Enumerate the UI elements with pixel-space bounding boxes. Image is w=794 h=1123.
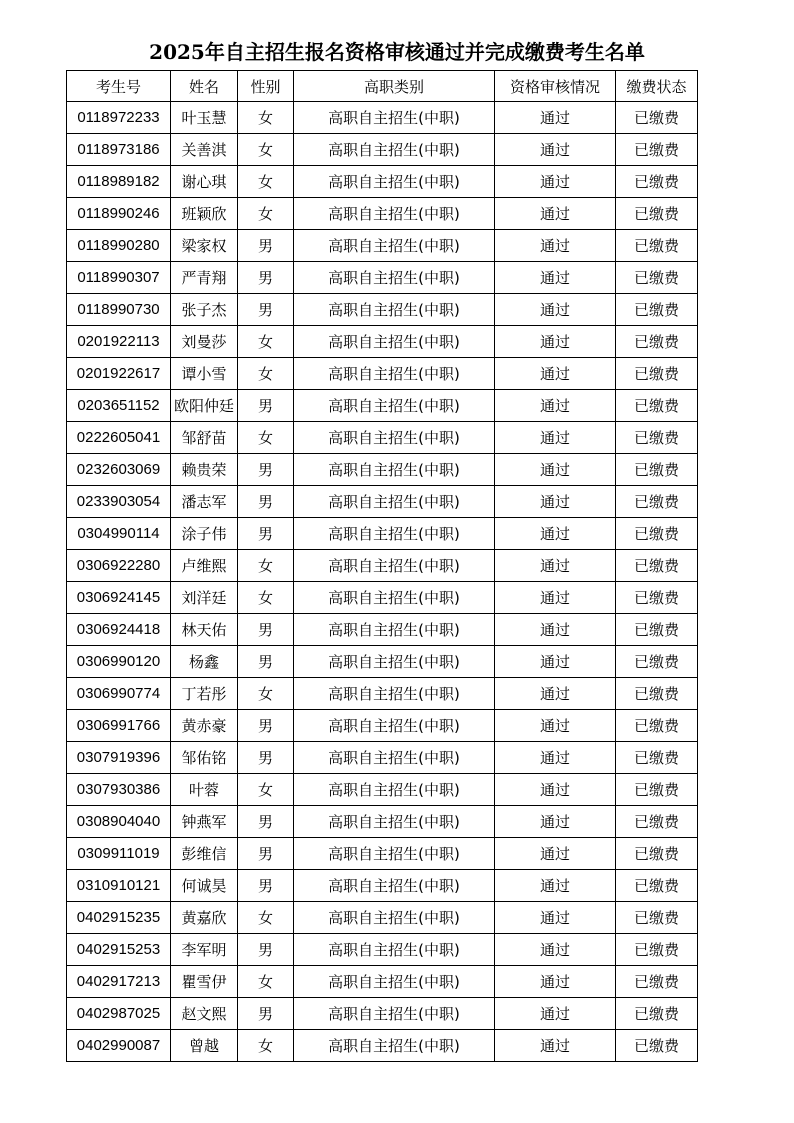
table-row [67,358,698,390]
cell-exam-id: 0203651152 [67,390,171,422]
cell-review-status: 通过 [495,550,616,582]
table-row [67,518,698,550]
cell-gender: 男 [238,390,294,422]
table-row [67,262,698,294]
table-row [67,294,698,326]
cell-exam-id: 0306924418 [67,614,171,646]
table-row [67,230,698,262]
cell-payment-status: 已缴费 [616,870,698,902]
cell-exam-id: 0232603069 [67,454,171,486]
table-body [67,102,698,1062]
table-row [67,614,698,646]
cell-review-status: 通过 [495,422,616,454]
cell-review-status: 通过 [495,390,616,422]
cell-name: 刘曼莎 [171,326,238,358]
cell-category: 高职自主招生(中职) [294,358,495,390]
cell-review-status: 通过 [495,198,616,230]
cell-payment-status: 已缴费 [616,966,698,998]
cell-review-status: 通过 [495,134,616,166]
cell-gender: 女 [238,326,294,358]
table-row [67,102,698,134]
cell-name: 张子杰 [171,294,238,326]
cell-name: 叶蓉 [171,774,238,806]
cell-name: 杨鑫 [171,646,238,678]
cell-exam-id: 0201922113 [67,326,171,358]
cell-gender: 女 [238,198,294,230]
cell-payment-status: 已缴费 [616,742,698,774]
cell-review-status: 通过 [495,966,616,998]
header-exam-id: 考生号 [67,71,171,102]
cell-review-status: 通过 [495,518,616,550]
table-row [67,486,698,518]
cell-gender: 女 [238,966,294,998]
cell-gender: 女 [238,358,294,390]
cell-payment-status: 已缴费 [616,454,698,486]
cell-name: 丁若彤 [171,678,238,710]
table-row [67,998,698,1030]
cell-category: 高职自主招生(中职) [294,326,495,358]
table-row [67,550,698,582]
cell-review-status: 通过 [495,934,616,966]
cell-gender: 男 [238,518,294,550]
cell-payment-status: 已缴费 [616,550,698,582]
table-row [67,902,698,934]
table-row [67,870,698,902]
cell-name: 涂子伟 [171,518,238,550]
cell-category: 高职自主招生(中职) [294,710,495,742]
cell-category: 高职自主招生(中职) [294,774,495,806]
cell-category: 高职自主招生(中职) [294,262,495,294]
cell-name: 梁家权 [171,230,238,262]
cell-category: 高职自主招生(中职) [294,390,495,422]
cell-review-status: 通过 [495,582,616,614]
table-row [67,134,698,166]
cell-gender: 男 [238,294,294,326]
cell-category: 高职自主招生(中职) [294,934,495,966]
cell-name: 邹舒苗 [171,422,238,454]
cell-category: 高职自主招生(中职) [294,454,495,486]
table-row [67,454,698,486]
cell-category: 高职自主招生(中职) [294,166,495,198]
cell-category: 高职自主招生(中职) [294,742,495,774]
cell-gender: 女 [238,134,294,166]
cell-gender: 女 [238,166,294,198]
table-row [67,582,698,614]
cell-category: 高职自主招生(中职) [294,838,495,870]
cell-name: 严青翔 [171,262,238,294]
cell-category: 高职自主招生(中职) [294,294,495,326]
cell-exam-id: 0307919396 [67,742,171,774]
cell-category: 高职自主招生(中职) [294,550,495,582]
cell-review-status: 通过 [495,710,616,742]
cell-gender: 女 [238,902,294,934]
cell-name: 谢心琪 [171,166,238,198]
cell-exam-id: 0309911019 [67,838,171,870]
header-payment-status: 缴费状态 [616,71,698,102]
cell-category: 高职自主招生(中职) [294,614,495,646]
cell-exam-id: 0402990087 [67,1030,171,1062]
cell-review-status: 通过 [495,358,616,390]
cell-payment-status: 已缴费 [616,326,698,358]
cell-gender: 男 [238,742,294,774]
cell-payment-status: 已缴费 [616,710,698,742]
cell-category: 高职自主招生(中职) [294,966,495,998]
cell-exam-id: 0118990246 [67,198,171,230]
header-gender: 性别 [238,71,294,102]
cell-payment-status: 已缴费 [616,134,698,166]
cell-payment-status: 已缴费 [616,806,698,838]
cell-payment-status: 已缴费 [616,422,698,454]
cell-name: 何诚昊 [171,870,238,902]
cell-gender: 男 [238,806,294,838]
cell-gender: 男 [238,454,294,486]
cell-review-status: 通过 [495,998,616,1030]
cell-review-status: 通过 [495,486,616,518]
cell-name: 谭小雪 [171,358,238,390]
table-row [67,806,698,838]
cell-payment-status: 已缴费 [616,678,698,710]
cell-name: 潘志军 [171,486,238,518]
cell-gender: 男 [238,934,294,966]
cell-category: 高职自主招生(中职) [294,678,495,710]
cell-exam-id: 0304990114 [67,518,171,550]
cell-review-status: 通过 [495,646,616,678]
cell-name: 钟燕军 [171,806,238,838]
table-row [67,1030,698,1062]
cell-payment-status: 已缴费 [616,998,698,1030]
cell-name: 关善淇 [171,134,238,166]
cell-review-status: 通过 [495,806,616,838]
cell-category: 高职自主招生(中职) [294,998,495,1030]
cell-gender: 男 [238,710,294,742]
cell-payment-status: 已缴费 [616,902,698,934]
cell-exam-id: 0306922280 [67,550,171,582]
cell-exam-id: 0201922617 [67,358,171,390]
table-row [67,678,698,710]
cell-name: 李军明 [171,934,238,966]
cell-category: 高职自主招生(中职) [294,518,495,550]
cell-exam-id: 0402917213 [67,966,171,998]
cell-payment-status: 已缴费 [616,614,698,646]
cell-review-status: 通过 [495,838,616,870]
cell-exam-id: 0310910121 [67,870,171,902]
cell-gender: 女 [238,102,294,134]
table-row [67,742,698,774]
table-row [67,646,698,678]
cell-category: 高职自主招生(中职) [294,806,495,838]
cell-gender: 男 [238,870,294,902]
cell-category: 高职自主招生(中职) [294,646,495,678]
cell-payment-status: 已缴费 [616,358,698,390]
cell-gender: 女 [238,422,294,454]
cell-gender: 男 [238,486,294,518]
cell-gender: 女 [238,550,294,582]
header-review-status: 资格审核情况 [495,71,616,102]
cell-exam-id: 0306924145 [67,582,171,614]
cell-review-status: 通过 [495,230,616,262]
page-title: 2025年自主招生报名资格审核通过并完成缴费考生名单 [149,40,645,64]
cell-name: 欧阳仲廷 [171,390,238,422]
header-category: 高职类别 [294,71,495,102]
cell-gender: 女 [238,678,294,710]
cell-exam-id: 0118990307 [67,262,171,294]
cell-exam-id: 0402915235 [67,902,171,934]
cell-review-status: 通过 [495,902,616,934]
cell-name: 彭维信 [171,838,238,870]
cell-review-status: 通过 [495,326,616,358]
table-row [67,966,698,998]
cell-exam-id: 0402987025 [67,998,171,1030]
cell-category: 高职自主招生(中职) [294,198,495,230]
table-row [67,390,698,422]
table-row [67,422,698,454]
cell-gender: 男 [238,614,294,646]
cell-payment-status: 已缴费 [616,582,698,614]
cell-name: 赖贵荣 [171,454,238,486]
cell-category: 高职自主招生(中职) [294,582,495,614]
cell-name: 瞿雪伊 [171,966,238,998]
cell-gender: 女 [238,1030,294,1062]
cell-payment-status: 已缴费 [616,390,698,422]
cell-payment-status: 已缴费 [616,1030,698,1062]
cell-payment-status: 已缴费 [616,198,698,230]
cell-payment-status: 已缴费 [616,294,698,326]
cell-exam-id: 0306990120 [67,646,171,678]
cell-review-status: 通过 [495,1030,616,1062]
cell-category: 高职自主招生(中职) [294,230,495,262]
header-name: 姓名 [171,71,238,102]
cell-payment-status: 已缴费 [616,262,698,294]
cell-gender: 男 [238,230,294,262]
cell-payment-status: 已缴费 [616,774,698,806]
cell-name: 叶玉慧 [171,102,238,134]
cell-gender: 女 [238,774,294,806]
cell-review-status: 通过 [495,678,616,710]
cell-payment-status: 已缴费 [616,646,698,678]
table-row [67,838,698,870]
cell-exam-id: 0118989182 [67,166,171,198]
cell-payment-status: 已缴费 [616,934,698,966]
cell-exam-id: 0222605041 [67,422,171,454]
cell-payment-status: 已缴费 [616,166,698,198]
cell-gender: 女 [238,582,294,614]
cell-category: 高职自主招生(中职) [294,102,495,134]
table-row [67,774,698,806]
cell-exam-id: 0306990774 [67,678,171,710]
table-row [67,166,698,198]
cell-exam-id: 0118973186 [67,134,171,166]
cell-payment-status: 已缴费 [616,486,698,518]
cell-payment-status: 已缴费 [616,838,698,870]
cell-gender: 男 [238,838,294,870]
cell-payment-status: 已缴费 [616,102,698,134]
table-row [67,198,698,230]
table-row [67,710,698,742]
cell-name: 邹佑铭 [171,742,238,774]
cell-category: 高职自主招生(中职) [294,486,495,518]
cell-category: 高职自主招生(中职) [294,902,495,934]
cell-gender: 男 [238,646,294,678]
cell-exam-id: 0118990280 [67,230,171,262]
cell-name: 刘洋廷 [171,582,238,614]
cell-exam-id: 0118990730 [67,294,171,326]
cell-category: 高职自主招生(中职) [294,134,495,166]
cell-exam-id: 0233903054 [67,486,171,518]
cell-review-status: 通过 [495,262,616,294]
cell-category: 高职自主招生(中职) [294,422,495,454]
cell-review-status: 通过 [495,166,616,198]
cell-review-status: 通过 [495,294,616,326]
cell-category: 高职自主招生(中职) [294,870,495,902]
cell-exam-id: 0118972233 [67,102,171,134]
cell-review-status: 通过 [495,614,616,646]
cell-name: 黄赤豪 [171,710,238,742]
cell-review-status: 通过 [495,774,616,806]
cell-name: 赵文熙 [171,998,238,1030]
cell-name: 曾越 [171,1030,238,1062]
cell-exam-id: 0402915253 [67,934,171,966]
cell-review-status: 通过 [495,742,616,774]
cell-exam-id: 0308904040 [67,806,171,838]
cell-gender: 男 [238,262,294,294]
cell-name: 林天佑 [171,614,238,646]
table-header-row [67,71,698,102]
table-row [67,934,698,966]
roster-table [66,70,698,1062]
cell-name: 班颖欣 [171,198,238,230]
cell-category: 高职自主招生(中职) [294,1030,495,1062]
cell-exam-id: 0306991766 [67,710,171,742]
cell-review-status: 通过 [495,870,616,902]
cell-name: 卢维熙 [171,550,238,582]
cell-review-status: 通过 [495,454,616,486]
cell-payment-status: 已缴费 [616,230,698,262]
table-row [67,326,698,358]
cell-exam-id: 0307930386 [67,774,171,806]
cell-gender: 男 [238,998,294,1030]
cell-review-status: 通过 [495,102,616,134]
cell-name: 黄嘉欣 [171,902,238,934]
cell-payment-status: 已缴费 [616,518,698,550]
